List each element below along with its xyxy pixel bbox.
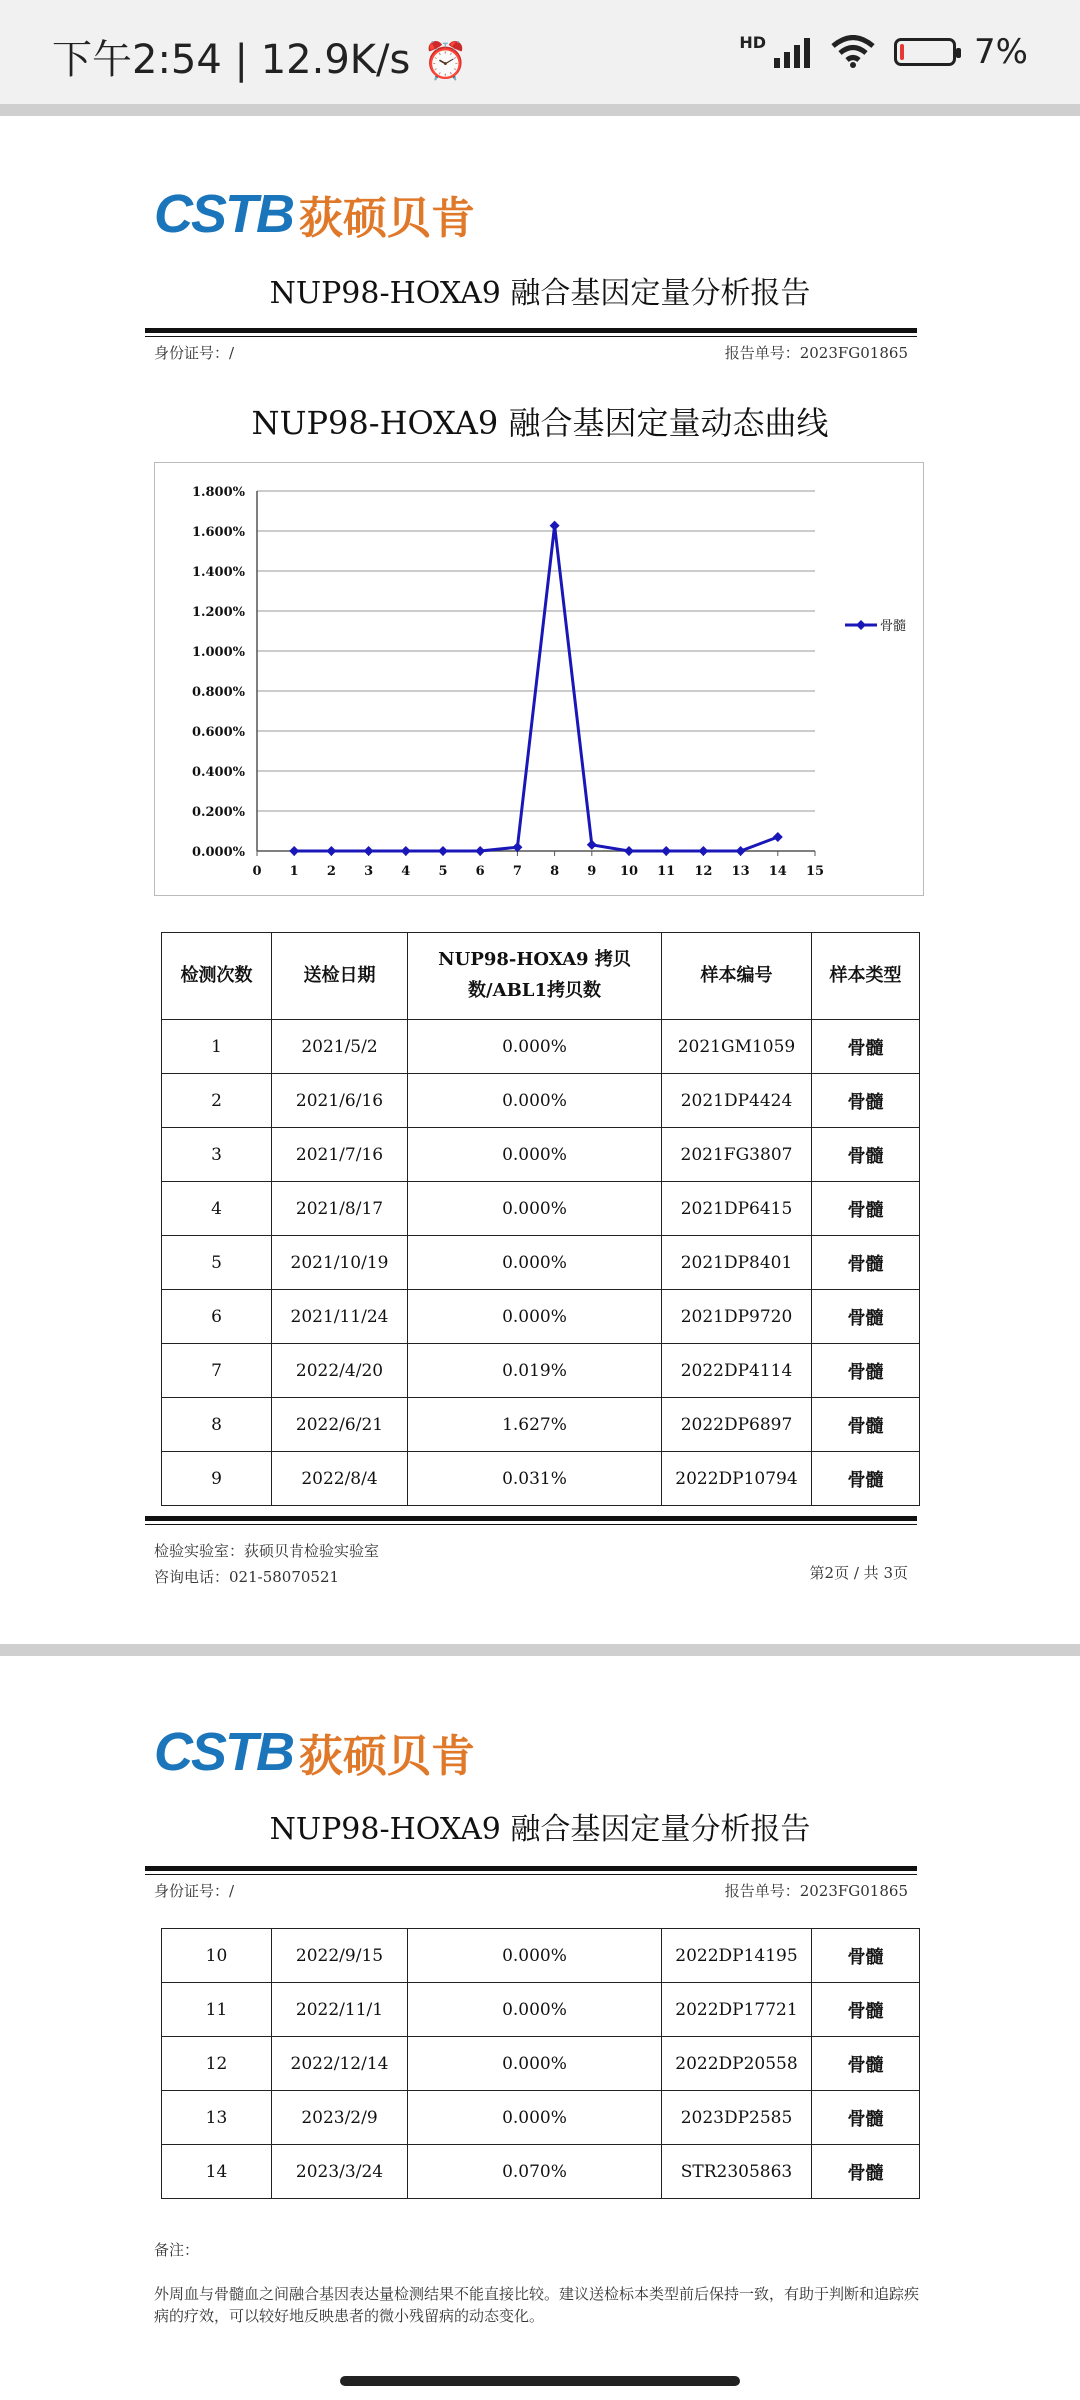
- id-number: 身份证号：/: [154, 344, 235, 362]
- table-header-row: [162, 933, 920, 1020]
- x-tick-label: 5: [438, 864, 448, 879]
- x-tick-label: 4: [401, 864, 411, 879]
- page-separator: [0, 104, 1080, 116]
- table-row: [162, 2037, 920, 2091]
- cell-count: 14: [162, 2145, 272, 2199]
- y-tick-label: 0.000%: [191, 845, 245, 860]
- hd-icon: HD: [739, 32, 767, 52]
- cell-ratio: 0.000%: [408, 1182, 662, 1236]
- table-row: [162, 1452, 920, 1506]
- cell-sample-no: 2022DP17721: [662, 1983, 812, 2037]
- data-point: [773, 832, 783, 842]
- y-tick-label: 0.400%: [191, 765, 245, 780]
- cell-ratio: 0.019%: [408, 1344, 662, 1398]
- cell-date: 2021/7/16: [272, 1128, 408, 1182]
- table-row: [162, 2145, 920, 2199]
- cell-date: 2022/6/21: [272, 1398, 408, 1452]
- legend-marker: [856, 620, 866, 630]
- x-tick-label: 8: [550, 864, 560, 879]
- x-tick-label: 12: [694, 864, 713, 879]
- x-tick-label: 6: [475, 864, 485, 879]
- alarm-icon: ⏰: [423, 41, 468, 82]
- cell-ratio: 0.000%: [408, 1290, 662, 1344]
- page-number: 第2页 / 共 3页: [809, 1564, 908, 1582]
- cell-date: 2022/9/15: [272, 1929, 408, 1983]
- header-rule: [145, 328, 917, 333]
- data-point: [289, 846, 299, 856]
- y-tick-label: 1.400%: [191, 565, 245, 580]
- cell-count: 9: [162, 1452, 272, 1506]
- cell-count: 11: [162, 1983, 272, 2037]
- cell-ratio: 0.000%: [408, 2091, 662, 2145]
- notes-text: 外周血与骨髓血之间融合基因表达量检测结果不能直接比较。建议送检标本类型前后保持一致，有助于判断和追踪疾病的疗效，可以较好地反映患者的微小残留病的动态变化。: [154, 2285, 920, 2325]
- cell-sample-no: 2022DP20558: [662, 2037, 812, 2091]
- cell-ratio: 1.627%: [408, 1398, 662, 1452]
- id-number: 身份证号：/: [154, 1882, 235, 1900]
- cell-ratio: 0.031%: [408, 1452, 662, 1506]
- x-tick-label: 15: [805, 864, 825, 879]
- cell-date: 2021/11/24: [272, 1290, 408, 1344]
- cell-ratio: 0.070%: [408, 2145, 662, 2199]
- table-row: [162, 2091, 920, 2145]
- cell-ratio: 0.000%: [408, 1929, 662, 1983]
- cell-sample-type: 骨髓: [812, 1128, 920, 1182]
- cell-date: 2021/5/2: [272, 1020, 408, 1074]
- col-header-ratio: NUP98-HOXA9 拷贝数/ABL1拷贝数: [408, 933, 662, 1020]
- footer-rule: [145, 1516, 917, 1521]
- cell-sample-no: 2022DP14195: [662, 1929, 812, 1983]
- table-row: [162, 1236, 920, 1290]
- report-number: 报告单号：2023FG01865: [724, 344, 908, 362]
- cell-sample-type: 骨髓: [812, 1344, 920, 1398]
- status-bar: [0, 0, 1080, 104]
- y-tick-label: 1.000%: [191, 645, 245, 660]
- status-time: [52, 28, 468, 85]
- data-point: [661, 846, 671, 856]
- table-row: [162, 1344, 920, 1398]
- company-logo: [154, 182, 475, 246]
- cell-count: 6: [162, 1290, 272, 1344]
- page-separator: [0, 1644, 1080, 1656]
- cell-date: 2022/8/4: [272, 1452, 408, 1506]
- cell-sample-type: 骨髓: [812, 1398, 920, 1452]
- x-tick-label: 2: [326, 864, 336, 879]
- cell-sample-no: 2021GM1059: [662, 1020, 812, 1074]
- y-tick-label: 0.200%: [191, 805, 245, 820]
- data-point: [475, 846, 485, 856]
- logo-latin: CSTB: [154, 184, 293, 244]
- cell-count: 3: [162, 1128, 272, 1182]
- wifi-icon: [830, 35, 876, 69]
- cell-ratio: 0.000%: [408, 1236, 662, 1290]
- cell-sample-type: 骨髓: [812, 1074, 920, 1128]
- cell-ratio: 0.000%: [408, 1074, 662, 1128]
- report-title: NUP98-HOXA9 融合基因定量分析报告: [269, 276, 811, 311]
- table-row: [162, 1074, 920, 1128]
- col-header-sample-no: 样本编号: [662, 933, 812, 1020]
- x-tick-label: 7: [512, 864, 522, 879]
- x-tick-label: 11: [657, 864, 676, 879]
- header-rule-thin: [145, 1874, 917, 1875]
- x-tick-label: 1: [289, 864, 299, 879]
- cell-ratio: 0.000%: [408, 1983, 662, 2037]
- battery-icon: [894, 38, 956, 66]
- x-tick-label: 13: [731, 864, 750, 879]
- y-tick-label: 0.800%: [191, 685, 245, 700]
- cell-count: 13: [162, 2091, 272, 2145]
- series-line: [294, 526, 778, 851]
- logo-cn: 荻硕贝肯: [299, 193, 475, 244]
- cell-sample-type: 骨髓: [812, 2037, 920, 2091]
- logo-latin: CSTB: [154, 1722, 293, 1782]
- table-row: [162, 1290, 920, 1344]
- cell-date: 2022/4/20: [272, 1344, 408, 1398]
- y-tick-label: 1.800%: [191, 485, 245, 500]
- y-tick-label: 0.600%: [191, 725, 245, 740]
- cell-ratio: 0.000%: [408, 1128, 662, 1182]
- table-row: [162, 1929, 920, 1983]
- cell-count: 5: [162, 1236, 272, 1290]
- results-table-continued: [161, 1928, 920, 2199]
- notes-label: 备注：: [154, 2241, 200, 2259]
- data-point: [587, 840, 597, 850]
- cell-sample-type: 骨髓: [812, 2145, 920, 2199]
- cell-sample-type: 骨髓: [812, 1452, 920, 1506]
- cell-sample-type: 骨髓: [812, 1236, 920, 1290]
- cell-date: 2021/8/17: [272, 1182, 408, 1236]
- cell-count: 2: [162, 1074, 272, 1128]
- y-tick-label: 1.200%: [191, 605, 245, 620]
- cell-date: 2022/12/14: [272, 2037, 408, 2091]
- legend-label: 骨髓: [880, 619, 907, 634]
- cell-sample-type: 骨髓: [812, 1983, 920, 2037]
- cell-sample-type: 骨髓: [812, 2091, 920, 2145]
- cell-count: 8: [162, 1398, 272, 1452]
- cell-sample-type: 骨髓: [812, 1290, 920, 1344]
- x-tick-label: 0: [252, 864, 262, 879]
- cell-ratio: 0.000%: [408, 1020, 662, 1074]
- cell-date: 2023/3/24: [272, 2145, 408, 2199]
- table-row: [162, 1020, 920, 1074]
- chart-frame: [154, 462, 924, 896]
- cell-sample-type: 骨髓: [812, 1182, 920, 1236]
- x-tick-label: 14: [768, 864, 787, 879]
- phone: 咨询电话：021-58070521: [154, 1568, 340, 1586]
- cell-sample-no: 2021DP8401: [662, 1236, 812, 1290]
- lab-name: 检验实验室：荻硕贝肯检验实验室: [154, 1542, 380, 1560]
- cell-count: 12: [162, 2037, 272, 2091]
- report-title: NUP98-HOXA9 融合基因定量分析报告: [269, 1812, 811, 1847]
- data-point: [364, 846, 374, 856]
- data-point: [550, 521, 560, 531]
- signal-icon: [772, 36, 812, 68]
- cell-count: 1: [162, 1020, 272, 1074]
- data-point: [438, 846, 448, 856]
- home-indicator[interactable]: [340, 2376, 740, 2386]
- header-rule: [145, 1866, 917, 1871]
- line-chart: [155, 463, 923, 895]
- table-row: [162, 1983, 920, 2037]
- header-rule-thin: [145, 336, 917, 337]
- cell-sample-type: 骨髓: [812, 1929, 920, 1983]
- cell-sample-no: 2021DP6415: [662, 1182, 812, 1236]
- x-tick-label: 10: [619, 864, 639, 879]
- cell-date: 2021/10/19: [272, 1236, 408, 1290]
- company-logo: [154, 1720, 475, 1784]
- cell-date: 2023/2/9: [272, 2091, 408, 2145]
- cell-date: 2022/11/1: [272, 1983, 408, 2037]
- data-point: [624, 846, 634, 856]
- data-point: [401, 846, 411, 856]
- cell-sample-no: 2022DP10794: [662, 1452, 812, 1506]
- results-table: [161, 932, 920, 1506]
- cell-sample-no: 2022DP4114: [662, 1344, 812, 1398]
- x-tick-label: 3: [364, 864, 374, 879]
- cell-count: 7: [162, 1344, 272, 1398]
- battery-percent: 7%: [974, 32, 1028, 72]
- table-row: [162, 1128, 920, 1182]
- cell-count: 10: [162, 1929, 272, 1983]
- report-number: 报告单号：2023FG01865: [724, 1882, 908, 1900]
- cell-sample-no: 2023DP2585: [662, 2091, 812, 2145]
- col-header-sample-type: 样本类型: [812, 933, 920, 1020]
- cell-sample-no: STR2305863: [662, 2145, 812, 2199]
- cell-sample-type: 骨髓: [812, 1020, 920, 1074]
- col-header-count: 检测次数: [162, 933, 272, 1020]
- col-header-date: 送检日期: [272, 933, 408, 1020]
- table-row: [162, 1398, 920, 1452]
- cell-date: 2021/6/16: [272, 1074, 408, 1128]
- cell-sample-no: 2021DP4424: [662, 1074, 812, 1128]
- cell-sample-no: 2021FG3807: [662, 1128, 812, 1182]
- data-point: [698, 846, 708, 856]
- cell-count: 4: [162, 1182, 272, 1236]
- cell-ratio: 0.000%: [408, 2037, 662, 2091]
- cell-sample-no: 2021DP9720: [662, 1290, 812, 1344]
- table-row: [162, 1182, 920, 1236]
- x-tick-label: 9: [587, 864, 597, 879]
- cell-sample-no: 2022DP6897: [662, 1398, 812, 1452]
- time-speed-text: 下午2:54 | 12.9K/s: [52, 37, 411, 83]
- chart-title: NUP98-HOXA9 融合基因定量动态曲线: [251, 404, 829, 442]
- footer-rule-thin: [145, 1524, 917, 1525]
- data-point: [326, 846, 336, 856]
- logo-cn: 荻硕贝肯: [299, 1731, 475, 1782]
- data-point: [736, 846, 746, 856]
- y-tick-label: 1.600%: [191, 525, 245, 540]
